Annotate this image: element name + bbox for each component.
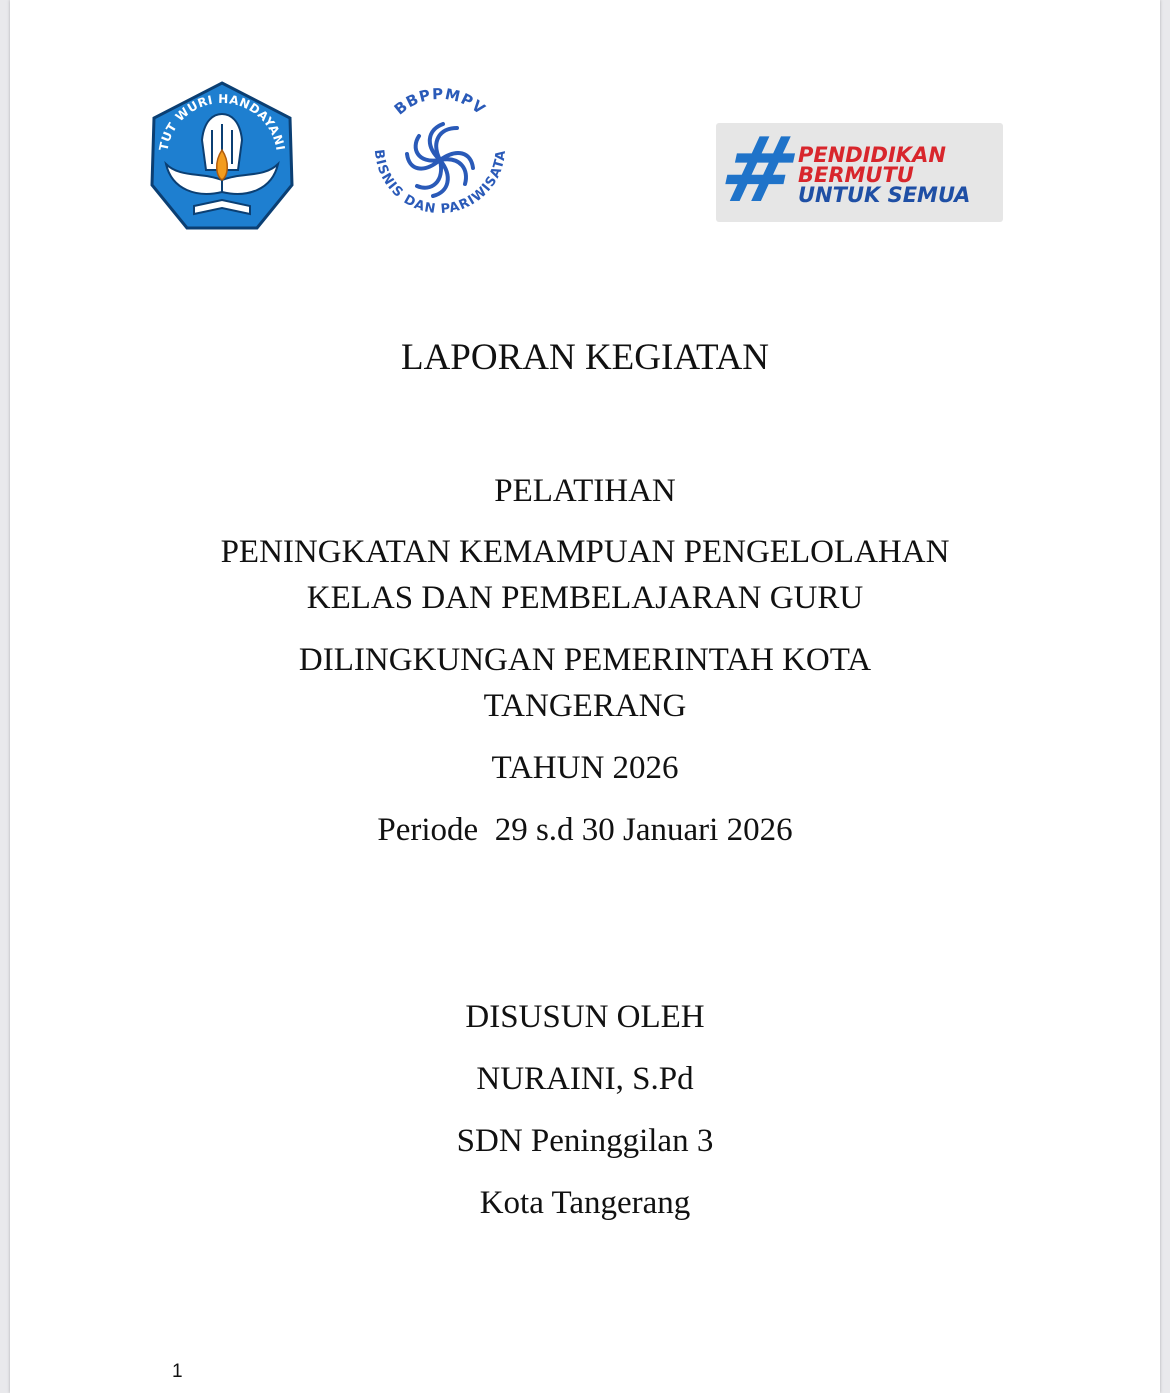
training-title [10, 529, 1160, 621]
hashtag-icon: # [710, 118, 809, 223]
city-name: Kota Tangerang [479, 1185, 691, 1221]
training-location [10, 637, 1160, 729]
report-title: LAPORAN KEGIATAN [400, 337, 770, 378]
page-number: 1 [172, 1361, 183, 1382]
school-name: SDN Peninggilan 3 [456, 1123, 714, 1159]
tut-wuri-handayani-logo [142, 80, 302, 236]
bbppmpv-logo [365, 86, 515, 234]
training-title-line-1: PENINGKATAN KEMAMPUAN PENGELOLAHAN [220, 534, 950, 570]
tut-wuri-arc-text: TUT WURI HANDAYANI [156, 91, 288, 152]
period-line: Periode 29 s.d 30 Januari 2026 [377, 812, 793, 848]
bbppmpv-bottom-text: BISNIS DAN PARIWISATA [370, 148, 510, 218]
training-label: PELATIHAN [494, 473, 676, 509]
bermutu-text: BERMUTU [798, 163, 914, 187]
bbppmpv-top-text: BBPPMPV [390, 86, 490, 119]
svg-text:BBPPMPV [391, 86, 490, 119]
pendidikan-bermutu-logo [710, 118, 1003, 223]
year-line: TAHUN 2026 [491, 750, 679, 786]
training-title-line-2: KELAS DAN PEMBELAJARAN GURU [306, 580, 864, 616]
location-line-1: DILINGKUNGAN PEMERINTAH KOTA [298, 642, 872, 678]
prepared-by-label: DISUSUN OLEH [465, 999, 705, 1035]
document-page [10, 0, 1160, 1393]
untuk-semua-text: UNTUK SEMUA [798, 183, 971, 207]
author-name: NURAINI, S.Pd [476, 1061, 694, 1097]
tut-wuri-handayani-emblem-icon [142, 80, 302, 236]
location-line-2: TANGERANG [483, 688, 687, 724]
bbppmpv-swirl-icon [365, 86, 515, 234]
pendidikan-text: PENDIDIKAN [798, 143, 946, 167]
